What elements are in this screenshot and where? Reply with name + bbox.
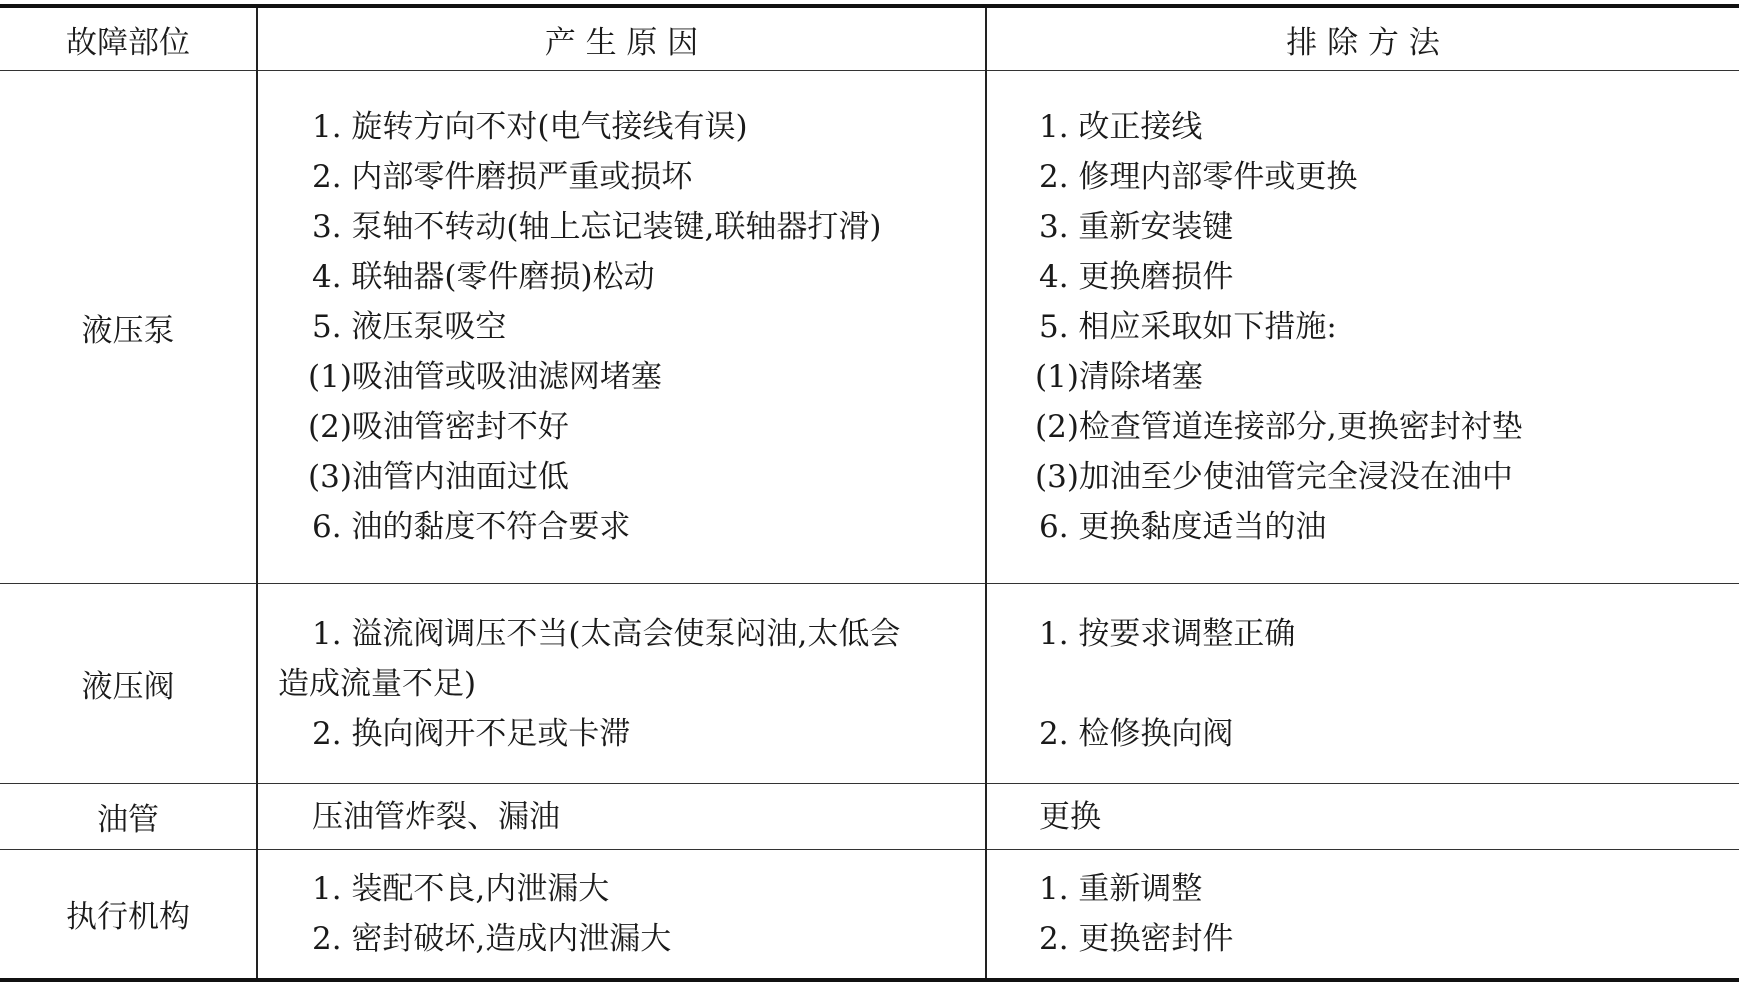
cause-line: 1. 装配不良,内泄漏大 (312, 870, 610, 907)
cause-line: 1. 旋转方向不对(电气接线有误) (312, 109, 748, 145)
part-cell: 液压泵 (0, 71, 257, 584)
cause-line: 3. 泵轴不转动(轴上忘记装键,联轴器打滑) (312, 209, 882, 245)
remedy-line: (2)检查管道连接部分,更换密封衬垫 (1035, 409, 1523, 445)
table-row-hydraulic-pump (0, 71, 1739, 584)
cause-line: 造成流量不足) (278, 665, 477, 702)
cause-line: 2. 密封破坏,造成内泄漏大 (312, 920, 672, 957)
cause-cell (257, 584, 986, 784)
remedy-line: 2. 检修换向阀 (1039, 715, 1234, 752)
cause-cell (257, 850, 986, 980)
remedy-line: 2. 更换密封件 (1039, 920, 1234, 957)
table-row-actuator (0, 850, 1739, 980)
table-row-hydraulic-valve (0, 584, 1739, 784)
remedy-cell (986, 71, 1739, 584)
remedy-line: 更换 (1039, 798, 1101, 835)
fault-table (0, 4, 1739, 982)
remedy-cell (986, 850, 1739, 980)
remedy-line: 1. 按要求调整正确 (1039, 615, 1296, 652)
cause-line: 1. 溢流阀调压不当(太高会使泵闷油,太低会 (312, 615, 901, 652)
table-row-oil-pipe (0, 784, 1739, 850)
remedy-cell (986, 784, 1739, 850)
part-cell: 油管 (0, 784, 257, 850)
remedy-line: (3)加油至少使油管完全浸没在油中 (1035, 459, 1513, 495)
table-header-row (0, 6, 1739, 71)
cause-line: 5. 液压泵吸空 (312, 309, 507, 345)
cause-line: (2)吸油管密封不好 (308, 409, 569, 445)
remedy-line: 3. 重新安装键 (1039, 209, 1234, 245)
header-remedy: 排 除 方 法 (986, 6, 1739, 71)
part-cell: 执行机构 (0, 850, 257, 980)
cause-line: (3)油管内油面过低 (308, 459, 569, 495)
cause-cell (257, 784, 986, 850)
header-fault-part: 故障部位 (0, 6, 257, 71)
cause-line: 压油管炸裂、漏油 (312, 798, 560, 835)
remedy-cell (986, 584, 1739, 784)
cause-line: (1)吸油管或吸油滤网堵塞 (308, 359, 662, 395)
cause-line: 4. 联轴器(零件磨损)松动 (312, 259, 655, 295)
remedy-line: 4. 更换磨损件 (1039, 259, 1234, 295)
part-cell: 液压阀 (0, 584, 257, 784)
remedy-line: 6. 更换黏度适当的油 (1039, 509, 1327, 545)
cause-line: 2. 换向阀开不足或卡滞 (312, 715, 631, 752)
remedy-line: (1)清除堵塞 (1035, 359, 1203, 395)
cause-line: 6. 油的黏度不符合要求 (312, 509, 631, 545)
remedy-line: 1. 重新调整 (1039, 870, 1203, 907)
remedy-line (1039, 659, 1739, 709)
header-cause: 产 生 原 因 (257, 6, 986, 71)
remedy-line: 1. 改正接线 (1039, 109, 1203, 145)
remedy-line: 5. 相应采取如下措施: (1039, 309, 1337, 345)
remedy-line: 2. 修理内部零件或更换 (1039, 159, 1358, 195)
cause-line: 2. 内部零件磨损严重或损坏 (312, 159, 693, 195)
cause-cell (257, 71, 986, 584)
